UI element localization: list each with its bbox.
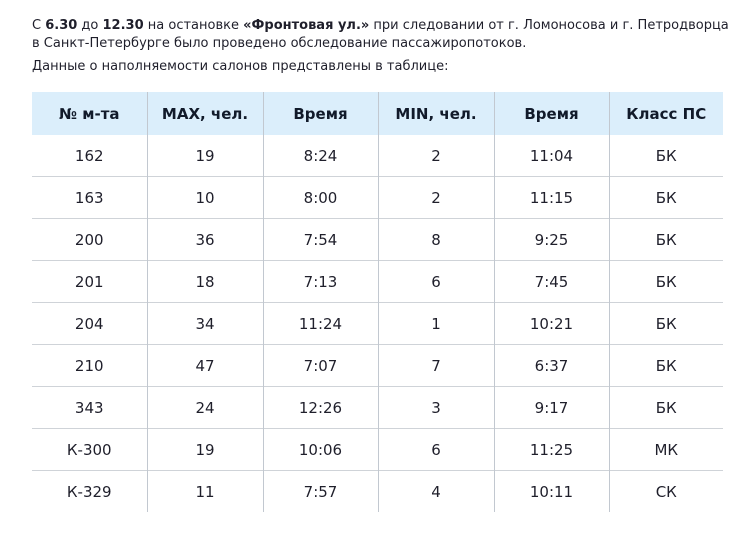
table-row bbox=[32, 387, 723, 429]
cell-max: 11 bbox=[147, 471, 263, 513]
intro-paragraph bbox=[32, 17, 732, 53]
cell-route: 201 bbox=[32, 261, 147, 303]
cell-min-time: 10:21 bbox=[494, 303, 609, 345]
cell-route: 210 bbox=[32, 345, 147, 387]
header-min-passengers: MIN, чел. bbox=[378, 92, 494, 135]
cell-route: 204 bbox=[32, 303, 147, 345]
cell-min-time: 6:37 bbox=[494, 345, 609, 387]
cell-max: 24 bbox=[147, 387, 263, 429]
cell-max: 34 bbox=[147, 303, 263, 345]
intro-text-part: при следовании от г. Ломоносова и г. Петродворца в Санкт-Петербурге было проведено обследование пассажиропотоков. bbox=[32, 18, 729, 51]
cell-min: 1 bbox=[378, 303, 494, 345]
table-row bbox=[32, 303, 723, 345]
cell-class: БК bbox=[609, 387, 723, 429]
header-max-time: Время bbox=[263, 92, 378, 135]
cell-min: 6 bbox=[378, 261, 494, 303]
cell-min: 6 bbox=[378, 429, 494, 471]
cell-min-time: 10:11 bbox=[494, 471, 609, 513]
cell-min: 3 bbox=[378, 387, 494, 429]
cell-min: 2 bbox=[378, 177, 494, 219]
intro-text-part: С bbox=[32, 18, 46, 33]
cell-class: БК bbox=[609, 261, 723, 303]
intro-text-part: до bbox=[77, 18, 103, 33]
cell-class: БК bbox=[609, 345, 723, 387]
cell-min-time: 9:25 bbox=[494, 219, 609, 261]
cell-class: БК bbox=[655, 146, 677, 165]
table-row bbox=[32, 345, 723, 387]
cell-max: 19 bbox=[147, 135, 263, 177]
cell-min: 2 bbox=[378, 135, 494, 177]
table-header-row bbox=[32, 92, 723, 135]
table-row bbox=[32, 177, 723, 219]
cell-route: 200 bbox=[32, 219, 147, 261]
cell-max-time: 7:57 bbox=[263, 471, 378, 513]
cell-min-time: 7:45 bbox=[494, 261, 609, 303]
cell-route: 343 bbox=[32, 387, 147, 429]
stop-name: «Фронтовая ул.» bbox=[243, 18, 370, 33]
cell-min-time: 9:17 bbox=[494, 387, 609, 429]
cell-class: СК bbox=[609, 471, 723, 513]
cell-max-time: 12:26 bbox=[263, 387, 378, 429]
cell-route: К-300 bbox=[32, 429, 147, 471]
table-caption: Данные о наполняемости салонов представлены в таблице: bbox=[32, 59, 449, 74]
table-row bbox=[32, 135, 723, 177]
cell-min-time: 11:25 bbox=[494, 429, 609, 471]
cell-route: 162 bbox=[32, 135, 147, 177]
cell-max: 47 bbox=[147, 345, 263, 387]
header-max-passengers: MAX, чел. bbox=[147, 92, 263, 135]
table-row bbox=[32, 429, 723, 471]
table-row bbox=[32, 261, 723, 303]
cell-max-time: 7:13 bbox=[263, 261, 378, 303]
cell-max-time: 8:24 bbox=[263, 135, 378, 177]
table-row bbox=[32, 219, 723, 261]
header-vehicle-class: Класс ПС bbox=[609, 92, 723, 135]
cell-class: БК bbox=[609, 177, 723, 219]
cell-min: 7 bbox=[378, 345, 494, 387]
cell-class: БК bbox=[609, 219, 723, 261]
header-min-time: Время bbox=[494, 92, 609, 135]
cell-min: 4 bbox=[378, 471, 494, 513]
time-to: 12.30 bbox=[102, 18, 144, 33]
cell-max-time: 8:00 bbox=[263, 177, 378, 219]
time-from: 6.30 bbox=[45, 18, 78, 33]
cell-max-time: 11:24 bbox=[263, 303, 378, 345]
cell-class: МК bbox=[609, 429, 723, 471]
cell-class: БК bbox=[609, 303, 723, 345]
intro-text bbox=[32, 17, 732, 76]
cell-min-time: 11:04 bbox=[494, 135, 609, 177]
cell-route: 163 bbox=[32, 177, 147, 219]
cell-max: 10 bbox=[147, 177, 263, 219]
cell-max: 18 bbox=[147, 261, 263, 303]
header-route-number: № м-та bbox=[32, 92, 147, 135]
cell-max-time: 10:06 bbox=[263, 429, 378, 471]
cell-min-time: 11:15 bbox=[494, 177, 609, 219]
cell-max-time: 7:54 bbox=[263, 219, 378, 261]
cell-max: 19 bbox=[147, 429, 263, 471]
cell-max-time: 7:07 bbox=[263, 345, 378, 387]
cell-route: К-329 bbox=[32, 471, 147, 513]
cell-min: 8 bbox=[378, 219, 494, 261]
intro-text-part: на остановке bbox=[143, 18, 244, 33]
passenger-flow-table bbox=[32, 92, 723, 512]
cell-max: 36 bbox=[147, 219, 263, 261]
table-row bbox=[32, 471, 723, 513]
